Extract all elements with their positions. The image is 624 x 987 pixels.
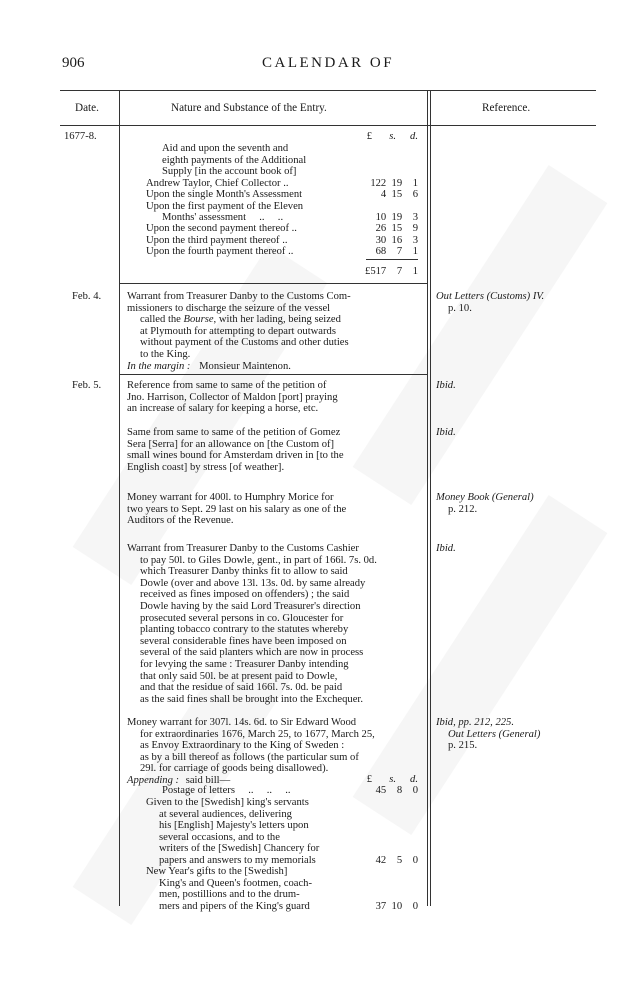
entry-reference: Ibid. <box>436 427 456 438</box>
year-label: 1677-8. <box>64 131 97 142</box>
entry-reference: Ibid. <box>436 380 456 391</box>
margin-label: In the margin : <box>127 360 191 372</box>
entry-text: Warrant from Treasurer Danby to the Customs Com- missioners to discharge the seizure of the vessel called the Bourse, with her lading, being seized at Plymouth for attempting to depart outwards without payment of the Customs and other duties to the King. In the margin : Monsieur Maintenon. <box>127 291 351 372</box>
column-divider-right-inner <box>430 90 431 906</box>
running-title: CALENDAR OF <box>262 55 395 71</box>
entry-text: Same from same to same of the petition of Gomez Sera [Serra] for an allowance on [the Custom of] small wines bound for Amsterdam driven in [to the English coast] by stress [of weather]. <box>127 427 344 473</box>
top-rule <box>60 90 596 91</box>
entry-reference: Out Letters (Customs) IV. p. 10. <box>436 291 545 314</box>
entry-text: Reference from same to same of the petition of Jno. Harrison, Collector of Maldon [port] praying an increase of salary for keeping a horse, etc. <box>127 380 338 415</box>
entry-text: Money warrant for 400l. to Humphry Morice for two years to Sept. 29 last on his salary as one of the Auditors of the Revenue. <box>127 492 347 527</box>
account-row: Aid and upon the seventh and eighth payments of the Additional Supply [in the account book of] Andrew Taylor, Chief Collector .. 122 19 1 <box>146 143 418 189</box>
column-header-date: Date. <box>75 102 99 114</box>
margin-text: Monsieur Maintenon. <box>199 360 291 372</box>
entry-reference: Ibid. <box>436 543 456 554</box>
entry-separator <box>120 283 427 284</box>
column-header-nature: Nature and Substance of the Entry. <box>171 102 327 114</box>
bill-row: Postage of letters .. .. .. 45 8 0 <box>162 785 418 796</box>
total-rule <box>366 259 418 260</box>
entry-date: Feb. 5. <box>72 380 102 391</box>
bill-row: Given to the [Swedish] king's servants at several audiences, delivering his [English] Majesty's letters upon several occasions, and to the writers of the [Swedish] Chancery for papers and answers to my memorials 42 5 0 <box>146 797 418 866</box>
column-header-reference: Reference. <box>482 102 531 114</box>
entry-date: Feb. 4. <box>72 291 102 302</box>
appending-text: said bill— <box>185 774 231 786</box>
entry-reference: Ibid, pp. 212, 225. Out Letters (General) p. 215. <box>436 717 541 752</box>
bill-row: New Year's gifts to the [Swedish] King's and Queen's footmen, coach- men, postillions and to the drum- mers and pipers of the King's guard 37 10 0 <box>146 866 418 912</box>
entry-text: Money warrant for 307l. 14s. 6d. to Sir Edward Wood for extraordinaries 1676, March 25, to 1677, March 25, as Envoy Extraordinary to the King of Sweden : as by a bill thereof as follows (the particular sum of 29l. for carriage of goods being disallowed). Appending : said bill— <box>127 717 375 786</box>
column-divider-left <box>119 90 120 906</box>
header-rule <box>60 125 596 126</box>
entry-separator <box>120 374 427 375</box>
entry-text: Warrant from Treasurer Danby to the Customs Cashier to pay 50l. to Giles Dowle, gent., in part of 166l. 7s. 0d. which Treasurer Danby thinks fit to allow to said Dowle (over and above 13l. 13s. 0d. by same already received as fines imposed on offenders) ; the said Dowle having by the said Lord Treasurer's direction prosecuted several persons in co. Gloucester for planting tobacco contrary to the statutes whereby several considerable fines have been imposed on several of the said planters which are now in process for levying the same : Treasurer Danby intending that only said 50l. be at present paid to Dowle, and that the residue of said 166l. 7s. 0d. be paid as the said fines shall be brought into the Exchequer. <box>127 543 377 705</box>
entry-reference: Money Book (General) p. 212. <box>436 492 534 515</box>
appending-label: Appending : <box>127 774 180 786</box>
page-number: 906 <box>62 55 85 71</box>
